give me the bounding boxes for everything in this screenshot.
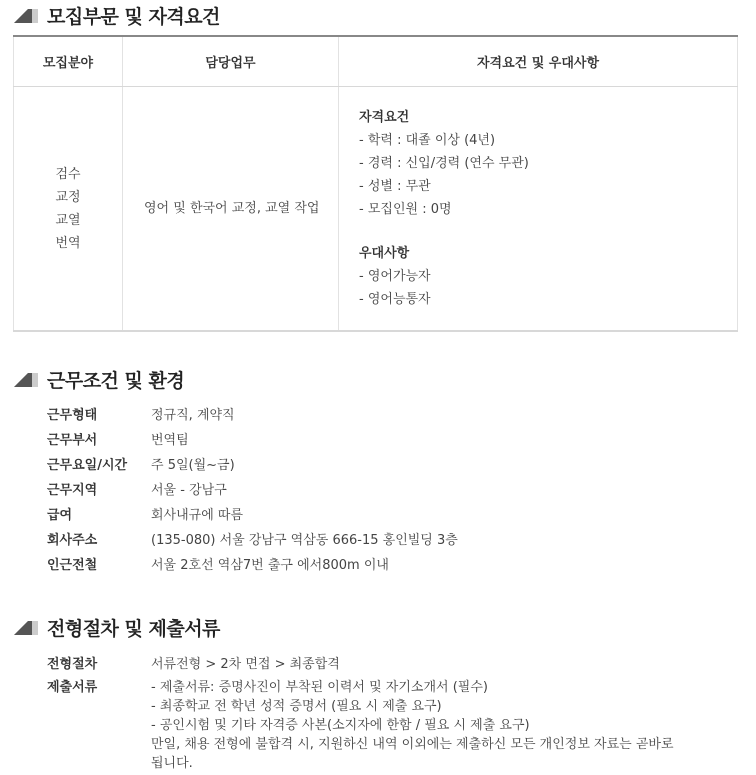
- list-item: [47, 526, 458, 551]
- list-item: [47, 551, 458, 576]
- condition-value: (135-080) 서울 강남구 역삼동 666-15 홍인빌딩 3층: [151, 533, 458, 548]
- document-line: - 공인시험 및 기타 자격증 사본(소지자에 한함 / 필요 시 제출 요구): [151, 718, 530, 733]
- qualification-item: - 경력 : 신입/경력 (연수 무관): [359, 156, 529, 171]
- table-header-row: [14, 36, 738, 87]
- process-label: 전형절차: [47, 657, 98, 672]
- duty-cell: [123, 87, 339, 332]
- preferences-heading: 우대사항: [359, 246, 410, 261]
- qualifications-heading: 자격요건: [359, 110, 410, 125]
- list-item: [47, 650, 674, 675]
- condition-value: 주 5일(월~금): [151, 458, 235, 473]
- duty-text: 영어 및 한국어 교정, 교열 작업: [144, 201, 320, 216]
- recruit-field-item: 검수: [55, 166, 81, 182]
- preference-item: - 영어가능자: [359, 269, 431, 284]
- process-list: [47, 650, 674, 773]
- table-row: [14, 87, 738, 332]
- qualification-item: - 학력 : 대졸 이상 (4년): [359, 133, 496, 148]
- quals-cell: [339, 87, 738, 332]
- recruit-field-item: 교열: [55, 212, 81, 228]
- section-title-text: 모집부문 및 자격요건: [47, 6, 220, 28]
- condition-value: 정규직, 계약직: [151, 408, 235, 423]
- condition-value: 서울 - 강남구: [151, 483, 227, 498]
- section-title-recruit: [14, 2, 220, 29]
- section-bullet-icon: [14, 621, 38, 635]
- table-header-quals: 자격요건 및 우대사항: [339, 36, 738, 87]
- section-title-conditions: [14, 366, 184, 393]
- list-item: [47, 678, 674, 773]
- condition-label: 회사주소: [47, 533, 98, 548]
- list-item: [47, 401, 458, 426]
- recruit-table: [13, 35, 738, 332]
- documents-value: [151, 678, 674, 773]
- recruit-field-item: 교정: [55, 189, 81, 205]
- table-header-duty: 담당업무: [123, 36, 339, 87]
- conditions-list: [47, 401, 458, 576]
- spacer: [359, 221, 725, 242]
- list-item: [47, 476, 458, 501]
- section-bullet-icon: [14, 9, 38, 23]
- list-item: [47, 451, 458, 476]
- recruit-field-cell: [14, 87, 123, 332]
- document-line: - 제출서류: 증명사진이 부착된 이력서 및 자기소개서 (필수): [151, 680, 488, 695]
- condition-value: 서울 2호선 역삼7번 출구 에서800m 이내: [151, 558, 389, 573]
- section-title-text: 전형절차 및 제출서류: [47, 618, 220, 640]
- list-item: [47, 501, 458, 526]
- table-header-field: 모집분야: [14, 36, 123, 87]
- process-value: 서류전형 > 2차 면접 > 최종합격: [151, 657, 340, 672]
- document-line: 만일, 채용 전형에 불합격 시, 지원하신 내역 이외에는 제출하신 모든 개인정보 자료는 곧바로: [151, 737, 674, 752]
- recruit-field-item: 번역: [55, 235, 81, 251]
- section-title-process: [14, 614, 220, 641]
- qualification-item: - 모집인원 : 0명: [359, 202, 452, 217]
- condition-value: 번역팀: [151, 433, 189, 448]
- condition-value: 회사내규에 따름: [151, 508, 244, 523]
- condition-label: 급여: [47, 508, 73, 523]
- qualification-item: - 성별 : 무관: [359, 179, 431, 194]
- list-item: [47, 426, 458, 451]
- condition-label: 인근전철: [47, 558, 98, 573]
- document-line: - 최종학교 전 학년 성적 증명서 (필요 시 제출 요구): [151, 699, 442, 714]
- condition-label: 근무지역: [47, 483, 98, 498]
- section-title-text: 근무조건 및 환경: [47, 370, 185, 392]
- preference-item: - 영어능통자: [359, 292, 431, 307]
- condition-label: 근무요일/시간: [47, 458, 128, 473]
- section-bullet-icon: [14, 373, 38, 387]
- documents-label: 제출서류: [47, 680, 98, 695]
- document-line: 됩니다.: [151, 756, 193, 771]
- condition-label: 근무형태: [47, 408, 98, 423]
- condition-label: 근무부서: [47, 433, 98, 448]
